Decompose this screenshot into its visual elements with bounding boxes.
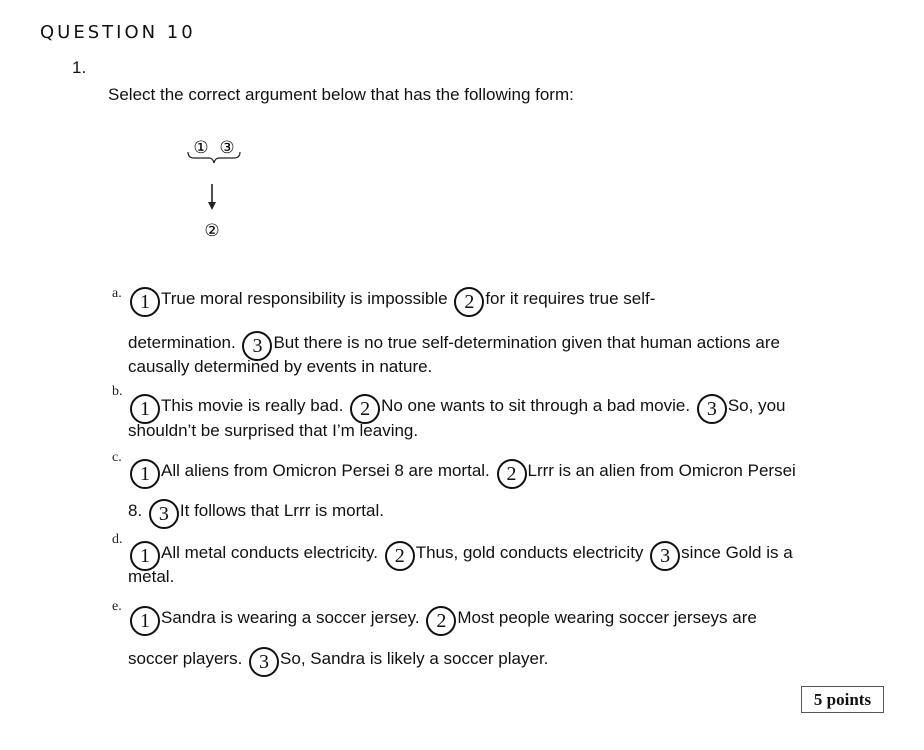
option-line[interactable]	[128, 606, 757, 636]
option-letter[interactable]: e.	[112, 599, 122, 614]
statement-text: Lrrr is an alien from Omicron Persei	[527, 461, 796, 480]
statement-number-circle: 3	[697, 394, 727, 424]
statement-number-circle: 2	[454, 287, 484, 317]
statement-text: metal.	[128, 567, 175, 586]
option-line[interactable]	[128, 287, 655, 317]
statement-number-circle: 2	[497, 459, 527, 489]
question-title: QUESTION 10	[40, 22, 196, 43]
question-number: 1.	[72, 58, 87, 77]
statement-number-circle: 3	[149, 499, 179, 529]
statement-text: Sandra is wearing a soccer jersey.	[161, 608, 425, 627]
inference-arrow-head	[208, 202, 216, 210]
statement-number-circle: 3	[249, 647, 279, 677]
statement-text: soccer players.	[128, 649, 248, 668]
statement-text: No one wants to sit through a bad movie.	[381, 396, 695, 415]
option-letter[interactable]: a.	[112, 286, 122, 301]
argument-form-diagram	[180, 136, 250, 246]
statement-text: This movie is really bad.	[161, 396, 349, 415]
statement-text: Most people wearing soccer jerseys are	[457, 608, 757, 627]
option-line[interactable]	[128, 394, 785, 424]
statement-text: So, Sandra is likely a soccer player.	[280, 649, 549, 668]
statement-text: determination.	[128, 333, 241, 352]
statement-number-circle: 3	[242, 331, 272, 361]
option-line[interactable]	[128, 567, 174, 587]
statement-text: So, you	[727, 396, 786, 415]
statement-text: It follows that Lrrr is mortal.	[179, 501, 384, 520]
statement-number-circle: 1	[130, 287, 160, 317]
statement-text: All aliens from Omicron Persei 8 are mortal.	[161, 461, 495, 480]
question-prompt: Select the correct argument below that has the following form:	[108, 85, 574, 104]
statement-number-circle: 2	[350, 394, 380, 424]
statement-number-circle: 1	[130, 606, 160, 636]
option-line[interactable]	[128, 357, 432, 377]
statement-number-circle: 1	[130, 541, 160, 571]
statement-text: shouldn’t be surprised that I’m leaving.	[128, 421, 419, 440]
option-letter[interactable]: c.	[112, 450, 122, 465]
statement-text: All metal conducts electricity.	[161, 543, 383, 562]
statement-number-circle: 1	[130, 459, 160, 489]
statement-text: Thus, gold conducts electricity	[415, 543, 649, 562]
diagram-conclusion-2: ②	[204, 221, 220, 241]
statement-text: True moral responsibility is impossible	[161, 289, 453, 308]
statement-text: for it requires true self-	[485, 289, 656, 308]
option-line[interactable]	[128, 459, 796, 489]
option-line[interactable]	[128, 647, 548, 677]
statement-text: since Gold is a	[681, 543, 793, 562]
statement-number-circle: 2	[426, 606, 456, 636]
diagram-premise-1: ①	[193, 138, 209, 158]
points-badge: 5 points	[801, 686, 884, 713]
statement-text: 8.	[128, 501, 147, 520]
option-line[interactable]	[128, 541, 793, 571]
statement-number-circle: 1	[130, 394, 160, 424]
statement-number-circle: 2	[385, 541, 415, 571]
diagram-svg	[180, 136, 250, 246]
diagram-premise-3: ③	[219, 138, 235, 158]
statement-text: But there is no true self-determination given that human actions are	[273, 333, 780, 352]
option-letter[interactable]: b.	[112, 384, 123, 399]
statement-number-circle: 3	[650, 541, 680, 571]
option-letter[interactable]: d.	[112, 532, 123, 547]
statement-text: causally determined by events in nature.	[128, 357, 433, 376]
option-line[interactable]	[128, 421, 418, 441]
option-line[interactable]	[128, 499, 384, 529]
